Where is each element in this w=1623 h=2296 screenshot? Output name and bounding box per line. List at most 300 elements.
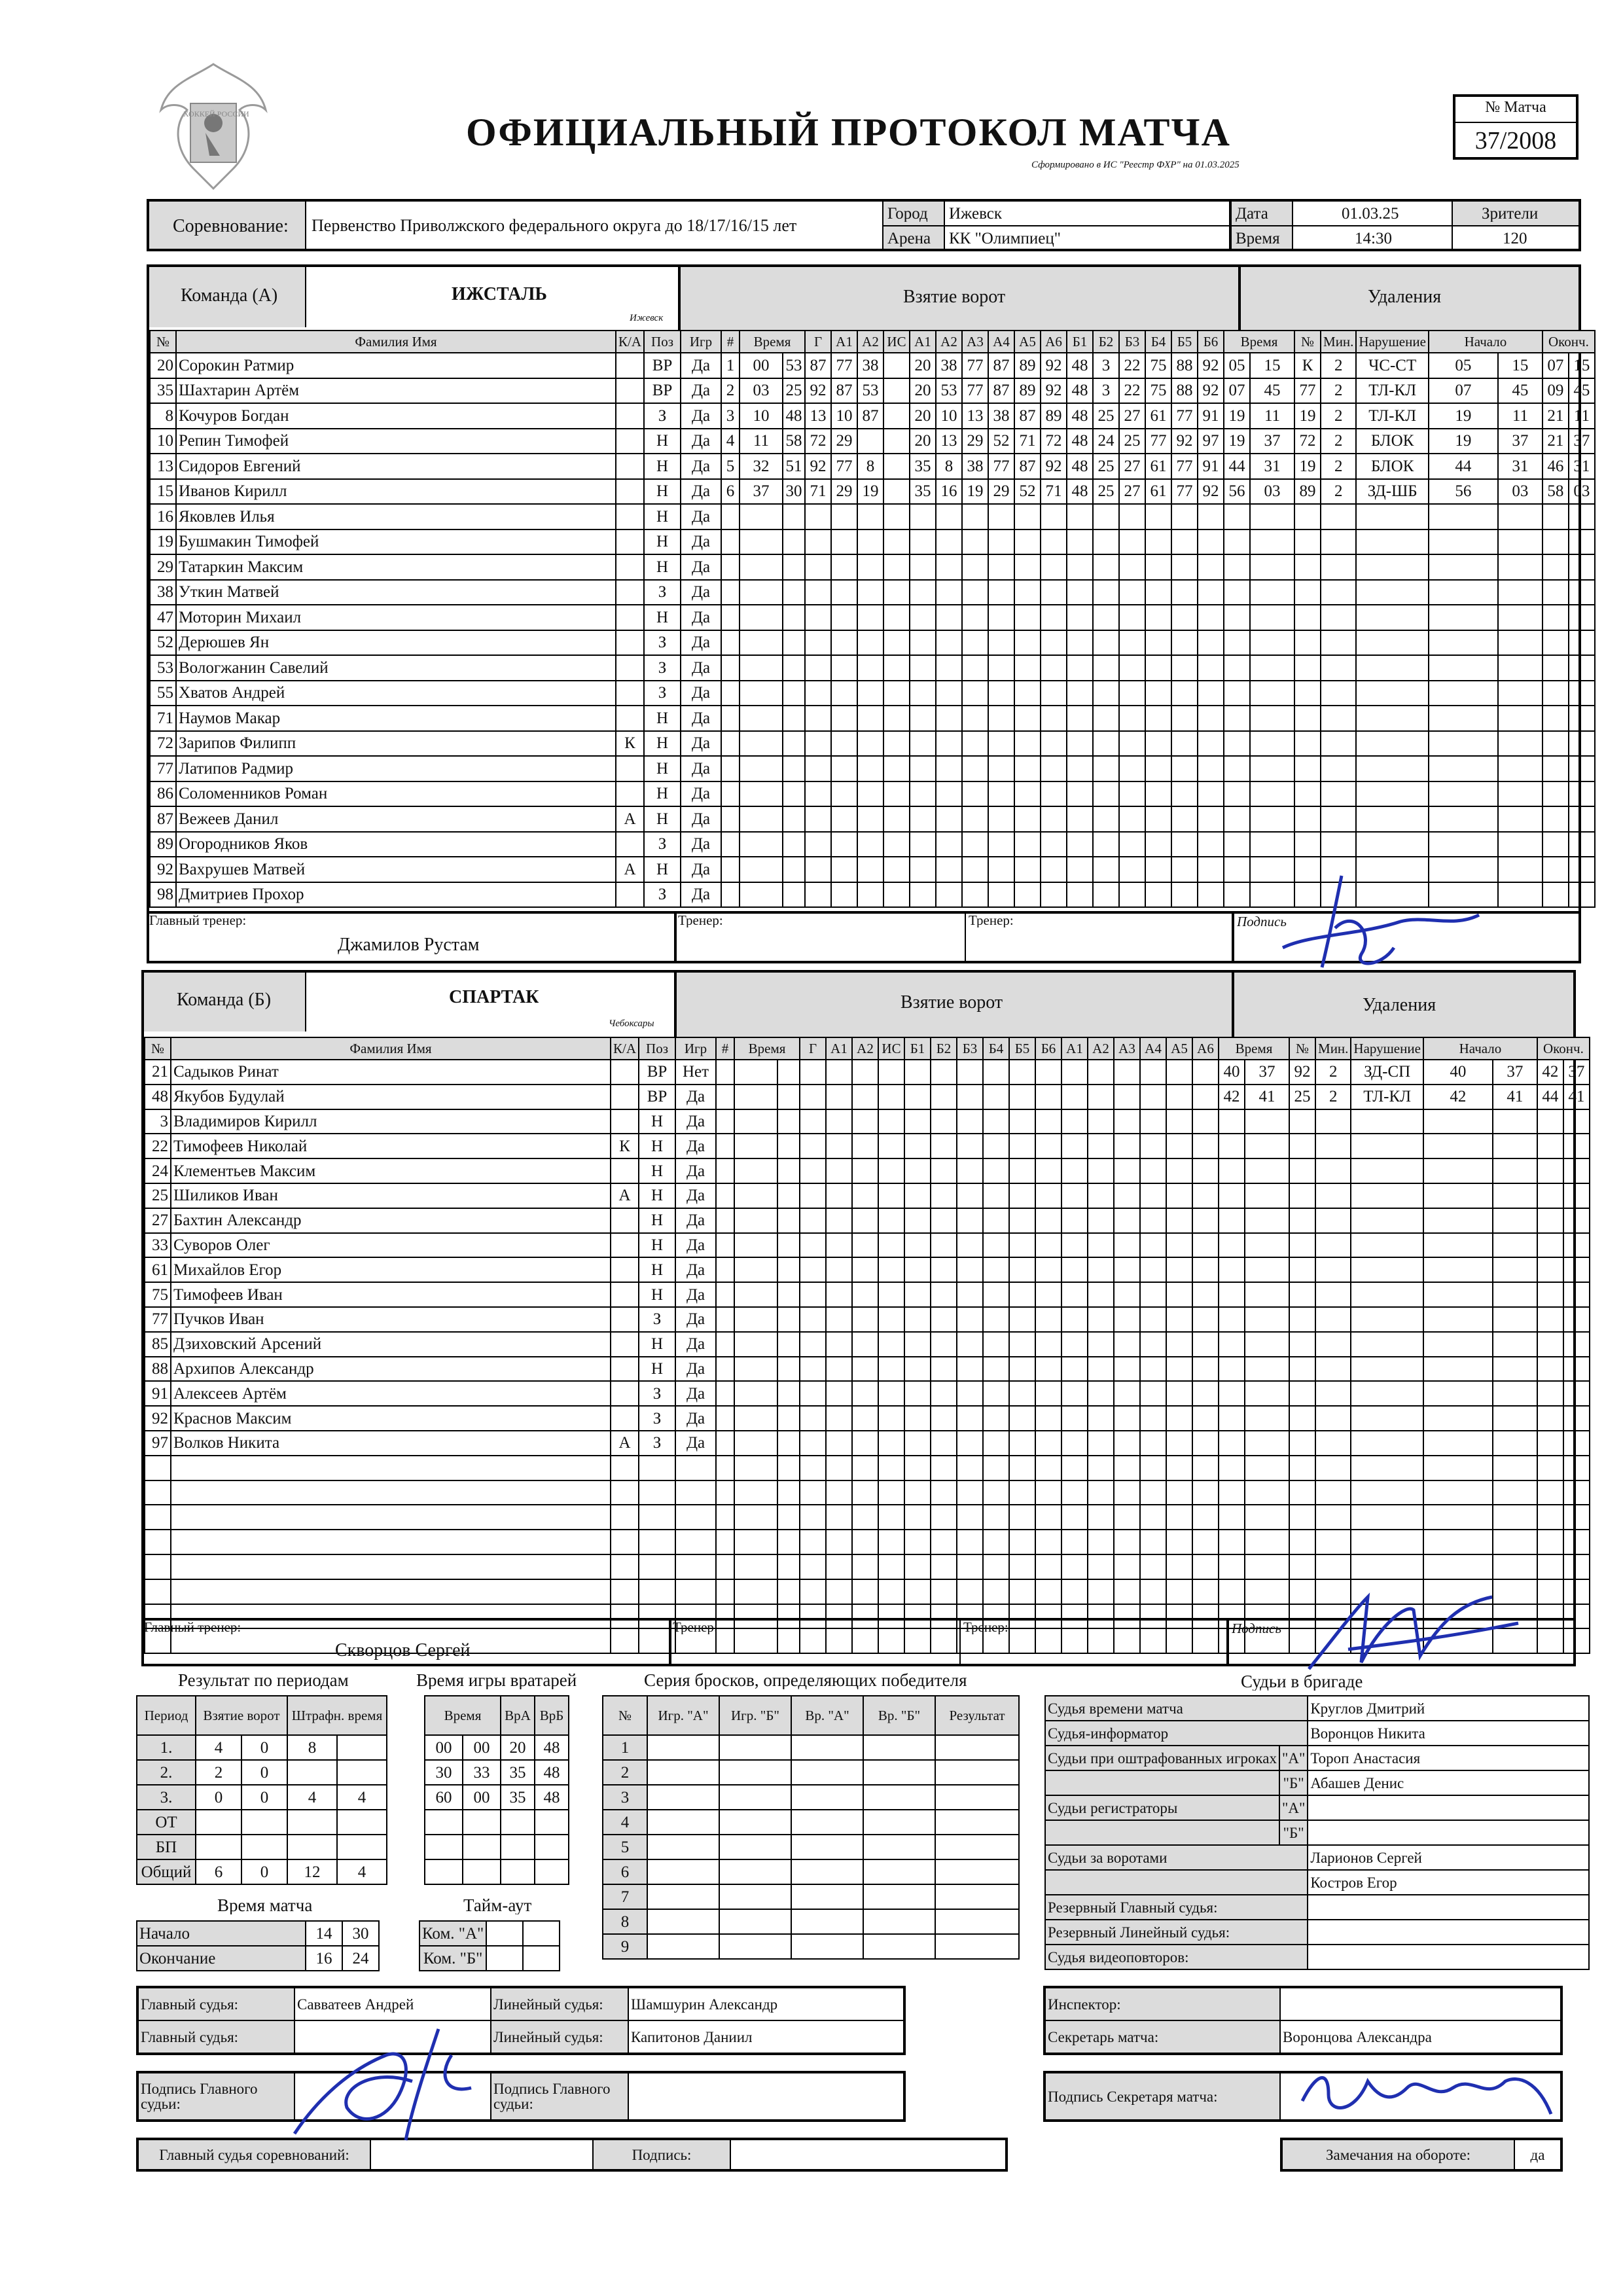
player-number: 72	[150, 731, 176, 757]
pen-start-sec	[1498, 832, 1543, 857]
goal-assist-2	[852, 1257, 878, 1282]
player-number: 61	[145, 1257, 171, 1282]
goal-scorer	[805, 554, 831, 580]
on-ice-player	[904, 1554, 931, 1579]
pen-minutes	[1321, 832, 1356, 857]
on-ice-player	[910, 781, 936, 807]
pen-minutes	[1315, 1134, 1351, 1158]
on-ice-player: 89	[1014, 353, 1041, 378]
pen-min-mark	[1219, 1406, 1245, 1431]
on-ice-player	[983, 1307, 1009, 1332]
col-goal-n: #	[721, 331, 740, 353]
on-ice-player	[931, 1307, 957, 1332]
pen-start-sec	[1498, 605, 1543, 630]
pen-start-min	[1429, 554, 1498, 580]
player-number: 38	[150, 580, 176, 605]
opp-ice-player	[1145, 806, 1171, 832]
opp-ice-player	[1119, 529, 1145, 555]
pen-minutes	[1315, 1183, 1351, 1208]
player-number: 13	[150, 454, 176, 479]
period-name: ОТ	[137, 1810, 196, 1835]
pen-min-mark	[1224, 706, 1250, 731]
on-ice-player	[962, 832, 988, 857]
player-row	[145, 1282, 1616, 1307]
player-row	[145, 1060, 1616, 1085]
goal-sec	[777, 1332, 800, 1357]
on-ice-player	[931, 1456, 957, 1480]
player-number: 91	[145, 1381, 171, 1406]
timeout-title: Тайм-аут	[463, 1897, 532, 1914]
player-position: Н	[644, 429, 681, 454]
opp-ice-player	[1198, 681, 1224, 706]
on-ice-player	[1041, 554, 1067, 580]
goal-situation	[878, 1158, 904, 1183]
col-num: №	[145, 1037, 171, 1060]
shootout-col: Вр. "А"	[791, 1696, 863, 1735]
opp-ice-player	[1061, 1085, 1088, 1109]
goal-assist-2	[852, 1480, 878, 1505]
col-name: Фамилия Имя	[176, 331, 616, 353]
player-role	[611, 1257, 639, 1282]
pen-end-sec	[1563, 1357, 1590, 1382]
pen-player	[1289, 1183, 1315, 1208]
col-goal-n: #	[716, 1037, 734, 1060]
goal-min	[740, 706, 783, 731]
team-b-label: Команда (Б)	[177, 991, 272, 1009]
cell	[647, 1785, 719, 1810]
pen-start-min: 56	[1429, 479, 1498, 505]
shootout-num: 6	[603, 1859, 647, 1884]
col-name: Фамилия Имя	[171, 1037, 611, 1060]
match-end-label: Окончание	[137, 1946, 306, 1971]
goal-scorer	[800, 1381, 826, 1406]
col-opp-ice: А1	[1061, 1037, 1088, 1060]
pen-player	[1289, 1134, 1315, 1158]
player-number: 88	[145, 1357, 171, 1382]
pen-minutes: 2	[1315, 1085, 1351, 1109]
cell	[863, 1835, 935, 1859]
officials-row	[1044, 2020, 1561, 2054]
player-role	[616, 378, 644, 404]
player-role: К	[616, 731, 644, 757]
col-gk-a: ВрА	[501, 1696, 535, 1735]
col-gk-b: ВрБ	[535, 1696, 569, 1735]
opp-ice-player: 48	[1067, 479, 1093, 505]
officials-row	[1044, 1987, 1561, 2020]
opp-ice-player	[1088, 1456, 1114, 1480]
on-ice-player	[910, 731, 936, 757]
pen-start-min: 19	[1429, 403, 1498, 429]
signature-secretary	[1289, 2055, 1564, 2127]
opp-ice-player	[1061, 1282, 1088, 1307]
pen-player: 19	[1294, 403, 1321, 429]
on-ice-player: 92	[1041, 378, 1067, 404]
player-played: Да	[681, 681, 721, 706]
player-role	[611, 1233, 639, 1258]
pen-start-sec	[1493, 1109, 1537, 1134]
col-play: Игр	[681, 331, 721, 353]
on-ice-player	[936, 554, 962, 580]
player-name: Сидоров Евгений	[176, 454, 616, 479]
on-ice-player	[1035, 1307, 1061, 1332]
goal-sec	[777, 1257, 800, 1282]
player-name: Пучков Иван	[171, 1307, 611, 1332]
opp-ice-player: 92	[1171, 429, 1198, 454]
pen-minutes	[1321, 655, 1356, 681]
goal-situation	[883, 655, 910, 681]
opp-ice-player	[1140, 1579, 1166, 1604]
opp-ice-player	[1061, 1579, 1088, 1604]
pen-infraction	[1351, 1332, 1423, 1357]
on-ice-player	[1035, 1431, 1061, 1456]
player-position: З	[639, 1381, 675, 1406]
goal-assist-2	[852, 1530, 878, 1554]
goal-sec	[777, 1085, 800, 1109]
on-ice-player	[1041, 781, 1067, 807]
pen-player	[1289, 1332, 1315, 1357]
opp-ice-player	[1192, 1183, 1219, 1208]
on-ice-player	[1041, 832, 1067, 857]
goal-min	[734, 1604, 777, 1629]
pen-end-sec	[1569, 756, 1595, 781]
period-value	[287, 1760, 337, 1785]
opp-ice-player	[1145, 529, 1171, 555]
opp-ice-player	[1198, 857, 1224, 882]
opp-ice-player: 97	[1198, 429, 1224, 454]
period-row	[137, 1735, 387, 1760]
pen-start-sec	[1498, 504, 1543, 529]
player-position: З	[644, 882, 681, 908]
goal-min	[740, 731, 783, 757]
opp-ice-player	[1198, 504, 1224, 529]
goal-sec: 58	[783, 429, 805, 454]
opp-ice-player	[1192, 1505, 1219, 1530]
goal-assist-2	[852, 1554, 878, 1579]
brigade-row	[1045, 1820, 1589, 1845]
pen-start-sec	[1493, 1134, 1537, 1158]
gk-title: Время игры вратарей	[416, 1672, 577, 1689]
on-ice-player	[1041, 605, 1067, 630]
on-ice-player	[936, 504, 962, 529]
opp-ice-player	[1093, 706, 1119, 731]
col-num: №	[150, 331, 176, 353]
pen-start-sec	[1493, 1456, 1537, 1480]
player-row	[150, 454, 1621, 479]
pen-min-mark	[1224, 731, 1250, 757]
on-ice-player	[1035, 1332, 1061, 1357]
shootout-num: 1	[603, 1735, 647, 1760]
on-ice-player	[936, 655, 962, 681]
opp-ice-player	[1140, 1332, 1166, 1357]
team-b-city: Чебоксары	[609, 1018, 654, 1029]
shootout-col: №	[603, 1696, 647, 1735]
pen-start-min	[1429, 681, 1498, 706]
on-ice-player	[962, 504, 988, 529]
player-role	[611, 1480, 639, 1505]
player-played: Да	[675, 1233, 716, 1258]
main-judge-label-2: Главный судья:	[137, 2020, 294, 2054]
on-ice-player: 20	[910, 378, 936, 404]
pen-infraction	[1356, 706, 1429, 731]
period-value: 4	[337, 1859, 387, 1884]
pen-start-min: 40	[1423, 1060, 1493, 1085]
cell	[535, 1810, 569, 1835]
reserve-main-label: Резервный Главный судья:	[1045, 1895, 1308, 1920]
goal-situation	[878, 1332, 904, 1357]
player-name: Соломенников Роман	[176, 781, 616, 807]
opp-ice-player	[1067, 731, 1093, 757]
opp-ice-player	[1088, 1604, 1114, 1629]
player-name: Иванов Кирилл	[176, 479, 616, 505]
on-ice-player	[1009, 1183, 1035, 1208]
player-name: Шиликов Иван	[171, 1183, 611, 1208]
player-role	[611, 1282, 639, 1307]
goal-situation	[878, 1604, 904, 1629]
player-name: Вологжанин Савелий	[176, 655, 616, 681]
pen-end-min	[1537, 1158, 1563, 1183]
player-position: Н	[639, 1357, 675, 1382]
pen-end-min	[1537, 1208, 1563, 1233]
pen-infraction	[1351, 1431, 1423, 1456]
opp-ice-player	[1093, 554, 1119, 580]
goal-assist-1	[826, 1456, 852, 1480]
pen-min-mark	[1224, 504, 1250, 529]
on-ice-player	[931, 1332, 957, 1357]
team-b-name: СПАРТАК	[449, 988, 539, 1007]
opp-ice-player: 48	[1067, 429, 1093, 454]
goal-situation	[878, 1183, 904, 1208]
pen-sec-mark	[1250, 781, 1294, 807]
pen-start-sec	[1498, 554, 1543, 580]
player-played: Да	[681, 454, 721, 479]
on-ice-player	[957, 1456, 983, 1480]
goal-scorer	[800, 1060, 826, 1085]
pen-start-min	[1429, 706, 1498, 731]
opp-ice-player	[1171, 630, 1198, 656]
on-ice-player	[1009, 1357, 1035, 1382]
opp-ice-player	[1140, 1109, 1166, 1134]
goal-number: 1	[721, 353, 740, 378]
goal-sec	[777, 1406, 800, 1431]
pen-end-min	[1537, 1357, 1563, 1382]
pen-player	[1289, 1307, 1315, 1332]
secretary-label: Секретарь матча:	[1044, 2020, 1280, 2054]
player-row	[150, 554, 1621, 580]
on-ice-player	[988, 882, 1014, 908]
on-ice-player	[957, 1406, 983, 1431]
pen-sec-mark	[1245, 1134, 1289, 1158]
on-ice-player	[931, 1357, 957, 1382]
pen-player	[1289, 1158, 1315, 1183]
pen-start-min	[1429, 580, 1498, 605]
player-name: Волков Никита	[171, 1431, 611, 1456]
pen-start-min	[1429, 781, 1498, 807]
pen-infraction	[1351, 1406, 1423, 1431]
pen-start-sec	[1493, 1357, 1537, 1382]
col-is: ИС	[878, 1037, 904, 1060]
pen-minutes	[1315, 1332, 1351, 1357]
goal-assist-1	[826, 1554, 852, 1579]
cell	[863, 1785, 935, 1810]
pen-sec-mark	[1245, 1109, 1289, 1134]
player-name: Алексеев Артём	[171, 1381, 611, 1406]
pen-start-sec: 45	[1498, 378, 1543, 404]
cell	[863, 1884, 935, 1909]
on-ice-player	[1041, 882, 1067, 908]
cell	[791, 1735, 863, 1760]
brigade-row	[1045, 1746, 1589, 1770]
pen-player	[1294, 554, 1321, 580]
goal-assist-2	[852, 1134, 878, 1158]
player-row	[150, 681, 1621, 706]
pen-start-min	[1429, 504, 1498, 529]
player-number: 71	[150, 706, 176, 731]
period-row	[137, 1810, 387, 1835]
player-row	[145, 1406, 1616, 1431]
player-position: З	[644, 681, 681, 706]
opp-ice-player	[1119, 756, 1145, 781]
on-ice-player	[957, 1579, 983, 1604]
opp-ice-player	[1140, 1480, 1166, 1505]
opp-ice-player	[1145, 504, 1171, 529]
pen-sec-mark: 41	[1245, 1085, 1289, 1109]
time-judge-label: Судья времени матча	[1045, 1696, 1308, 1721]
opp-ice-player	[1061, 1208, 1088, 1233]
player-played: Да	[681, 529, 721, 555]
goal-sec	[783, 806, 805, 832]
goal-sec	[783, 681, 805, 706]
on-ice-player	[957, 1431, 983, 1456]
goal-assist-2: 19	[857, 479, 883, 505]
opp-ice-player	[1093, 681, 1119, 706]
pen-start-sec	[1493, 1505, 1537, 1530]
goal-sec	[783, 504, 805, 529]
opp-ice-player	[1093, 605, 1119, 630]
opp-ice-player	[1198, 580, 1224, 605]
match-number: 37/2008	[1474, 128, 1557, 153]
goal-assist-2	[852, 1307, 878, 1332]
opp-ice-player	[1140, 1158, 1166, 1183]
goal-assist-2	[857, 605, 883, 630]
pen-start-min	[1423, 1233, 1493, 1258]
opp-ice-player	[1192, 1307, 1219, 1332]
pen-sec-mark	[1250, 731, 1294, 757]
opp-ice-player	[1093, 580, 1119, 605]
opp-ice-player	[1119, 504, 1145, 529]
goal-sec: 25	[783, 378, 805, 404]
player-role	[611, 1357, 639, 1382]
player-played: Да	[675, 1085, 716, 1109]
player-role	[616, 832, 644, 857]
on-ice-player	[983, 1060, 1009, 1085]
opp-ice-player	[1145, 681, 1171, 706]
pen-minutes	[1321, 630, 1356, 656]
on-ice-player	[1009, 1060, 1035, 1085]
player-name: Яковлев Илья	[176, 504, 616, 529]
player-number	[145, 1554, 171, 1579]
pen-infraction	[1356, 756, 1429, 781]
on-ice-player	[983, 1109, 1009, 1134]
player-position: Н	[639, 1134, 675, 1158]
on-ice-player: 29	[988, 479, 1014, 505]
goal-sec	[777, 1381, 800, 1406]
pen-end-sec	[1563, 1505, 1590, 1530]
goal-number	[716, 1332, 734, 1357]
cell	[719, 1785, 791, 1810]
logo-text: ХОККЕЙ РОССИИ	[183, 110, 249, 118]
period-value	[287, 1835, 337, 1859]
sign-sec-label: Подпись Секретаря матча:	[1044, 2072, 1280, 2121]
pen-infraction: ТЛ-КЛ	[1356, 378, 1429, 404]
pen-sec-mark	[1245, 1381, 1289, 1406]
pen-start-min	[1423, 1456, 1493, 1480]
goal-situation	[883, 378, 910, 404]
opp-ice-player	[1088, 1085, 1114, 1109]
goal-assist-1: 10	[831, 403, 857, 429]
opp-ice-player: 27	[1119, 479, 1145, 505]
on-ice-player	[1035, 1579, 1061, 1604]
col-a1: А1	[831, 331, 857, 353]
goal-number	[721, 681, 740, 706]
goal-scorer: 92	[805, 454, 831, 479]
cell	[1045, 1770, 1279, 1795]
opp-ice-player	[1093, 882, 1119, 908]
col-on-ice: А6	[1041, 331, 1067, 353]
pen-minutes	[1315, 1233, 1351, 1258]
player-position: Н	[644, 479, 681, 505]
col-ka: К/А	[611, 1037, 639, 1060]
goal-assist-1	[831, 529, 857, 555]
pen-minutes	[1321, 554, 1356, 580]
goal-scorer	[800, 1604, 826, 1629]
pen-sec-mark	[1245, 1158, 1289, 1183]
pen-min-mark: 05	[1224, 353, 1250, 378]
opp-ice-player	[1088, 1505, 1114, 1530]
opp-ice-player	[1114, 1431, 1140, 1456]
on-ice-player	[1009, 1381, 1035, 1406]
player-position: З	[644, 832, 681, 857]
on-ice-player	[957, 1158, 983, 1183]
goal-situation	[878, 1579, 904, 1604]
on-ice-player	[1035, 1357, 1061, 1382]
pen-end-sec	[1563, 1406, 1590, 1431]
player-number: 25	[145, 1183, 171, 1208]
goal-sec: 51	[783, 454, 805, 479]
pen-end-min	[1537, 1456, 1563, 1480]
on-ice-player	[931, 1628, 957, 1653]
pen-start-min	[1423, 1257, 1493, 1282]
empty-row	[145, 1480, 1616, 1505]
player-name	[171, 1579, 611, 1604]
empty-row	[145, 1530, 1616, 1554]
goal-assist-1	[826, 1505, 852, 1530]
opp-ice-player	[1166, 1085, 1192, 1109]
opp-ice-player	[1171, 681, 1198, 706]
reg-a-tag: "А"	[1279, 1795, 1308, 1820]
on-ice-player: 92	[1041, 454, 1067, 479]
on-ice-player	[904, 1332, 931, 1357]
goal-min: 32	[740, 454, 783, 479]
on-ice-player	[904, 1085, 931, 1109]
opp-ice-player	[1114, 1307, 1140, 1332]
pen-start-sec	[1493, 1530, 1537, 1554]
cell	[719, 1735, 791, 1760]
on-ice-player	[931, 1257, 957, 1282]
player-name: Огородников Яков	[176, 832, 616, 857]
player-row	[150, 479, 1621, 505]
cell	[425, 1835, 463, 1859]
player-position: Н	[644, 781, 681, 807]
